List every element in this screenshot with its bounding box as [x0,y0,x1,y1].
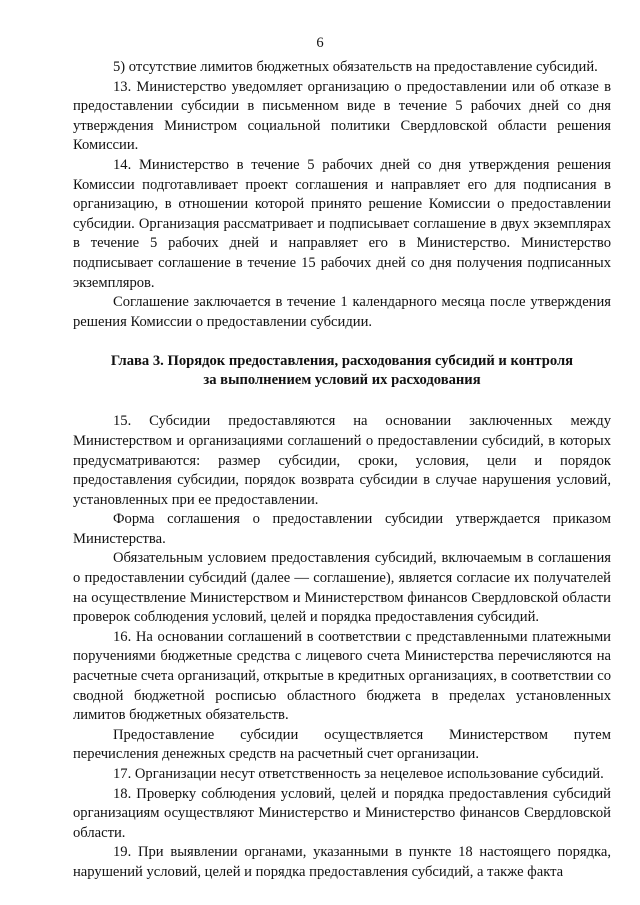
paragraph-18: 18. Проверку соблюдения условий, целей и порядка предоставления субсидий организациям осуществляют Министерство и Министерство финансов Свердловской области. [73,785,611,841]
paragraph-17: 17. Организации несут ответственность за нецелевое использование субсидий. [113,766,604,782]
page-number: 6 [316,35,324,51]
chapter-heading-line-2: за выполнением условий их расходования [203,372,481,389]
chapter-heading [73,352,611,390]
chapter-heading-line-1: Глава 3. Порядок предоставления, расходования субсидий и контроля [110,353,574,370]
paragraph-item-5: 5) отсутствие лимитов бюджетных обязательств на предоставление субсидий. [113,59,598,75]
paragraph-agreement-form: Форма соглашения о предоставлении субсидии утверждается приказом Министерства. [73,511,611,547]
paragraph-13: 13. Министерство уведомляет организацию о предоставлении или об отказе в предоставлении субсидии в письменном виде в течение 5 рабочих дней со дня утверждения Министром социальной политики Свердловской области решения Комиссии. [73,78,611,154]
paragraph-agreement-term: Соглашение заключается в течение 1 календарного месяца после утверждения решения Комиссии о предоставлении субсидии. [73,294,611,330]
paragraph-14: 14. Министерство в течение 5 рабочих дней со дня утверждения решения Комиссии подготавливает проект соглашения и направляет его для подписания в организацию, в отношении которой принято решение Комиссии о предоставлении субсидии. Организация рассматривает и подписывает соглашение в двух экземплярах в течение 5 рабочих дней и направляет его в Министерство. Министерство подписывает соглашение в течение 15 рабочих дней со дня получения подписанных экземпляров. [73,156,611,291]
paragraph-16: 16. На основании соглашений в соответствии с представленными платежными поручениями бюджетные средства с лицевого счета Министерства перечисляются на расчетные счета организаций, открытые в кредитных организациях, в соответствии со сводной бюджетной росписью областного бюджета в пределах установленных лимитов бюджетных обязательств. [73,628,611,724]
paragraph-mandatory-condition: Обязательным условием предоставления субсидий, включаемым в соглашения о предоставлении субсидий (далее — соглашение), является согласие их получателей на осуществление Министерством и Министерством финансов Свердловской области проверок соблюдения условий, целей и порядка предоставления субсидий. [73,550,611,626]
paragraph-transfer: Предоставление субсидии осуществляется Министерством путем перечисления денежных средств на расчетный счет организации. [73,726,611,763]
document-body [73,58,611,883]
paragraph-19: 19. При выявлении органами, указанными в пункте 18 настоящего порядка, нарушений условий, целей и порядка предоставления субсидий, а также факта [73,844,611,880]
paragraph-15: 15. Субсидии предоставляются на основании заключенных между Министерством и организациями соглашений о предоставлении субсидий, в которых предусматриваются: размер субсидии, сроки, условия, цели и порядок предоставления субсидии, порядок возврата субсидии в случае нарушения условий, установленных при ее предоставлении. [73,413,611,508]
